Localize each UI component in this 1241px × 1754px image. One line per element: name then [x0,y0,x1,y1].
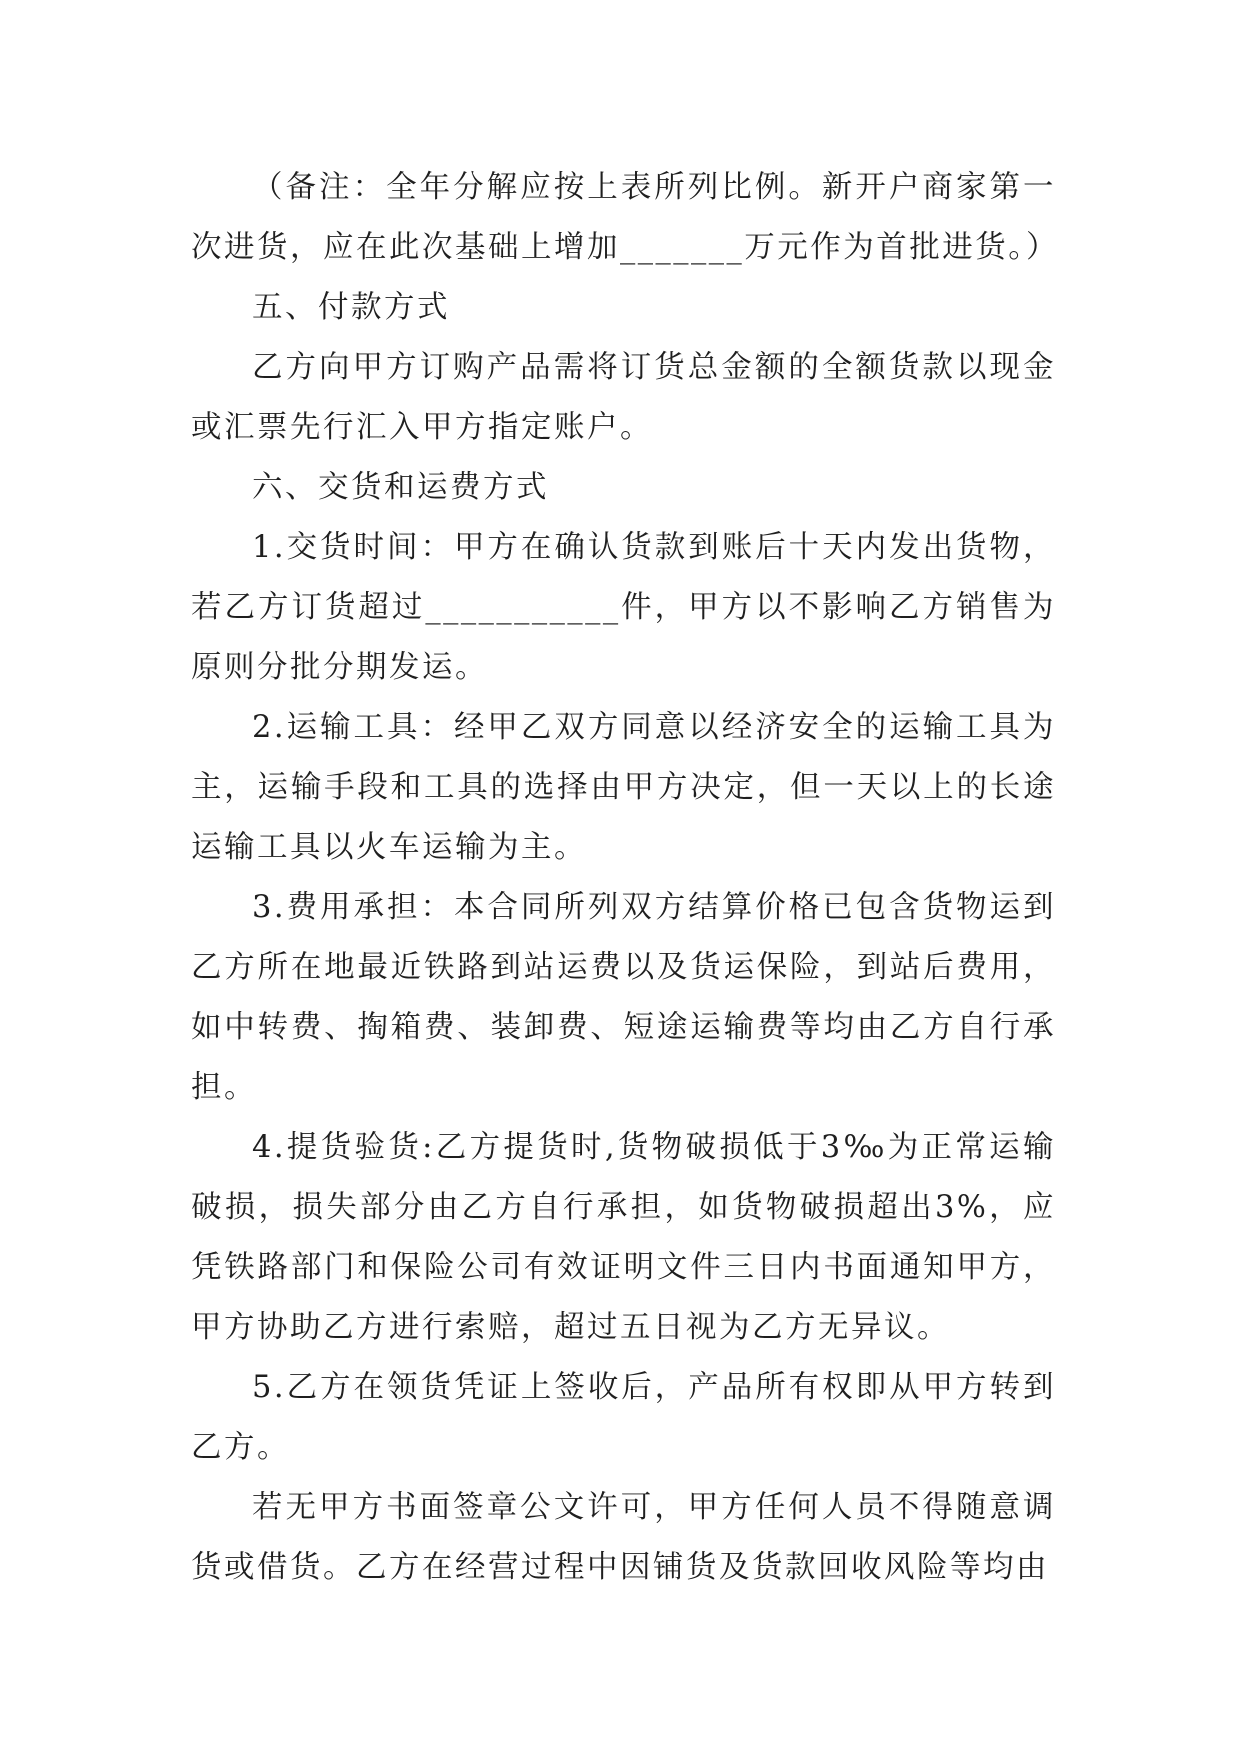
ownership-paragraph: 5.乙方在领货凭证上签收后，产品所有权即从甲方转到乙方。 [191,1370,1056,1465]
section-heading-delivery: 六、交货和运费方式 [252,470,549,505]
document-page [191,158,1059,1598]
inspection-paragraph: 4.提货验货:乙方提货时,货物破损低于3‰为正常运输破损，损失部分由乙方自行承担，如货物破损超出3%，应凭铁路部门和保险公司有效证明文件三日内书面通知甲方，甲方协助乙方进行索赔，超过五日视为乙方无异议。 [191,1130,1056,1345]
cost-bearing-paragraph: 3.费用承担：本合同所列双方结算价格已包含货物运到乙方所在地最近铁路到站运费以及货运保险，到站后费用，如中转费、掏箱费、装卸费、短途运输费等均由乙方自行承担。 [191,890,1056,1105]
note-paragraph: （备注：全年分解应按上表所列比例。新开户商家第一次进货，应在此次基础上增加_______万元作为首批进货。） [191,170,1059,265]
transport-tool-paragraph: 2.运输工具：经甲乙双方同意以经济安全的运输工具为主，运输手段和工具的选择由甲方决定，但一天以上的长途运输工具以火车运输为主。 [191,710,1056,865]
delivery-time-paragraph: 1.交货时间：甲方在确认货款到账后十天内发出货物，若乙方订货超过___________件，甲方以不影响乙方销售为原则分批分期发运。 [191,530,1056,685]
section-heading-payment: 五、付款方式 [252,290,450,325]
permission-paragraph: 若无甲方书面签章公文许可，甲方任何人员不得随意调货或借货。乙方在经营过程中因铺货及货款回收风险等均由 [191,1490,1056,1585]
payment-paragraph: 乙方向甲方订购产品需将订货总金额的全额货款以现金或汇票先行汇入甲方指定账户。 [191,350,1056,445]
